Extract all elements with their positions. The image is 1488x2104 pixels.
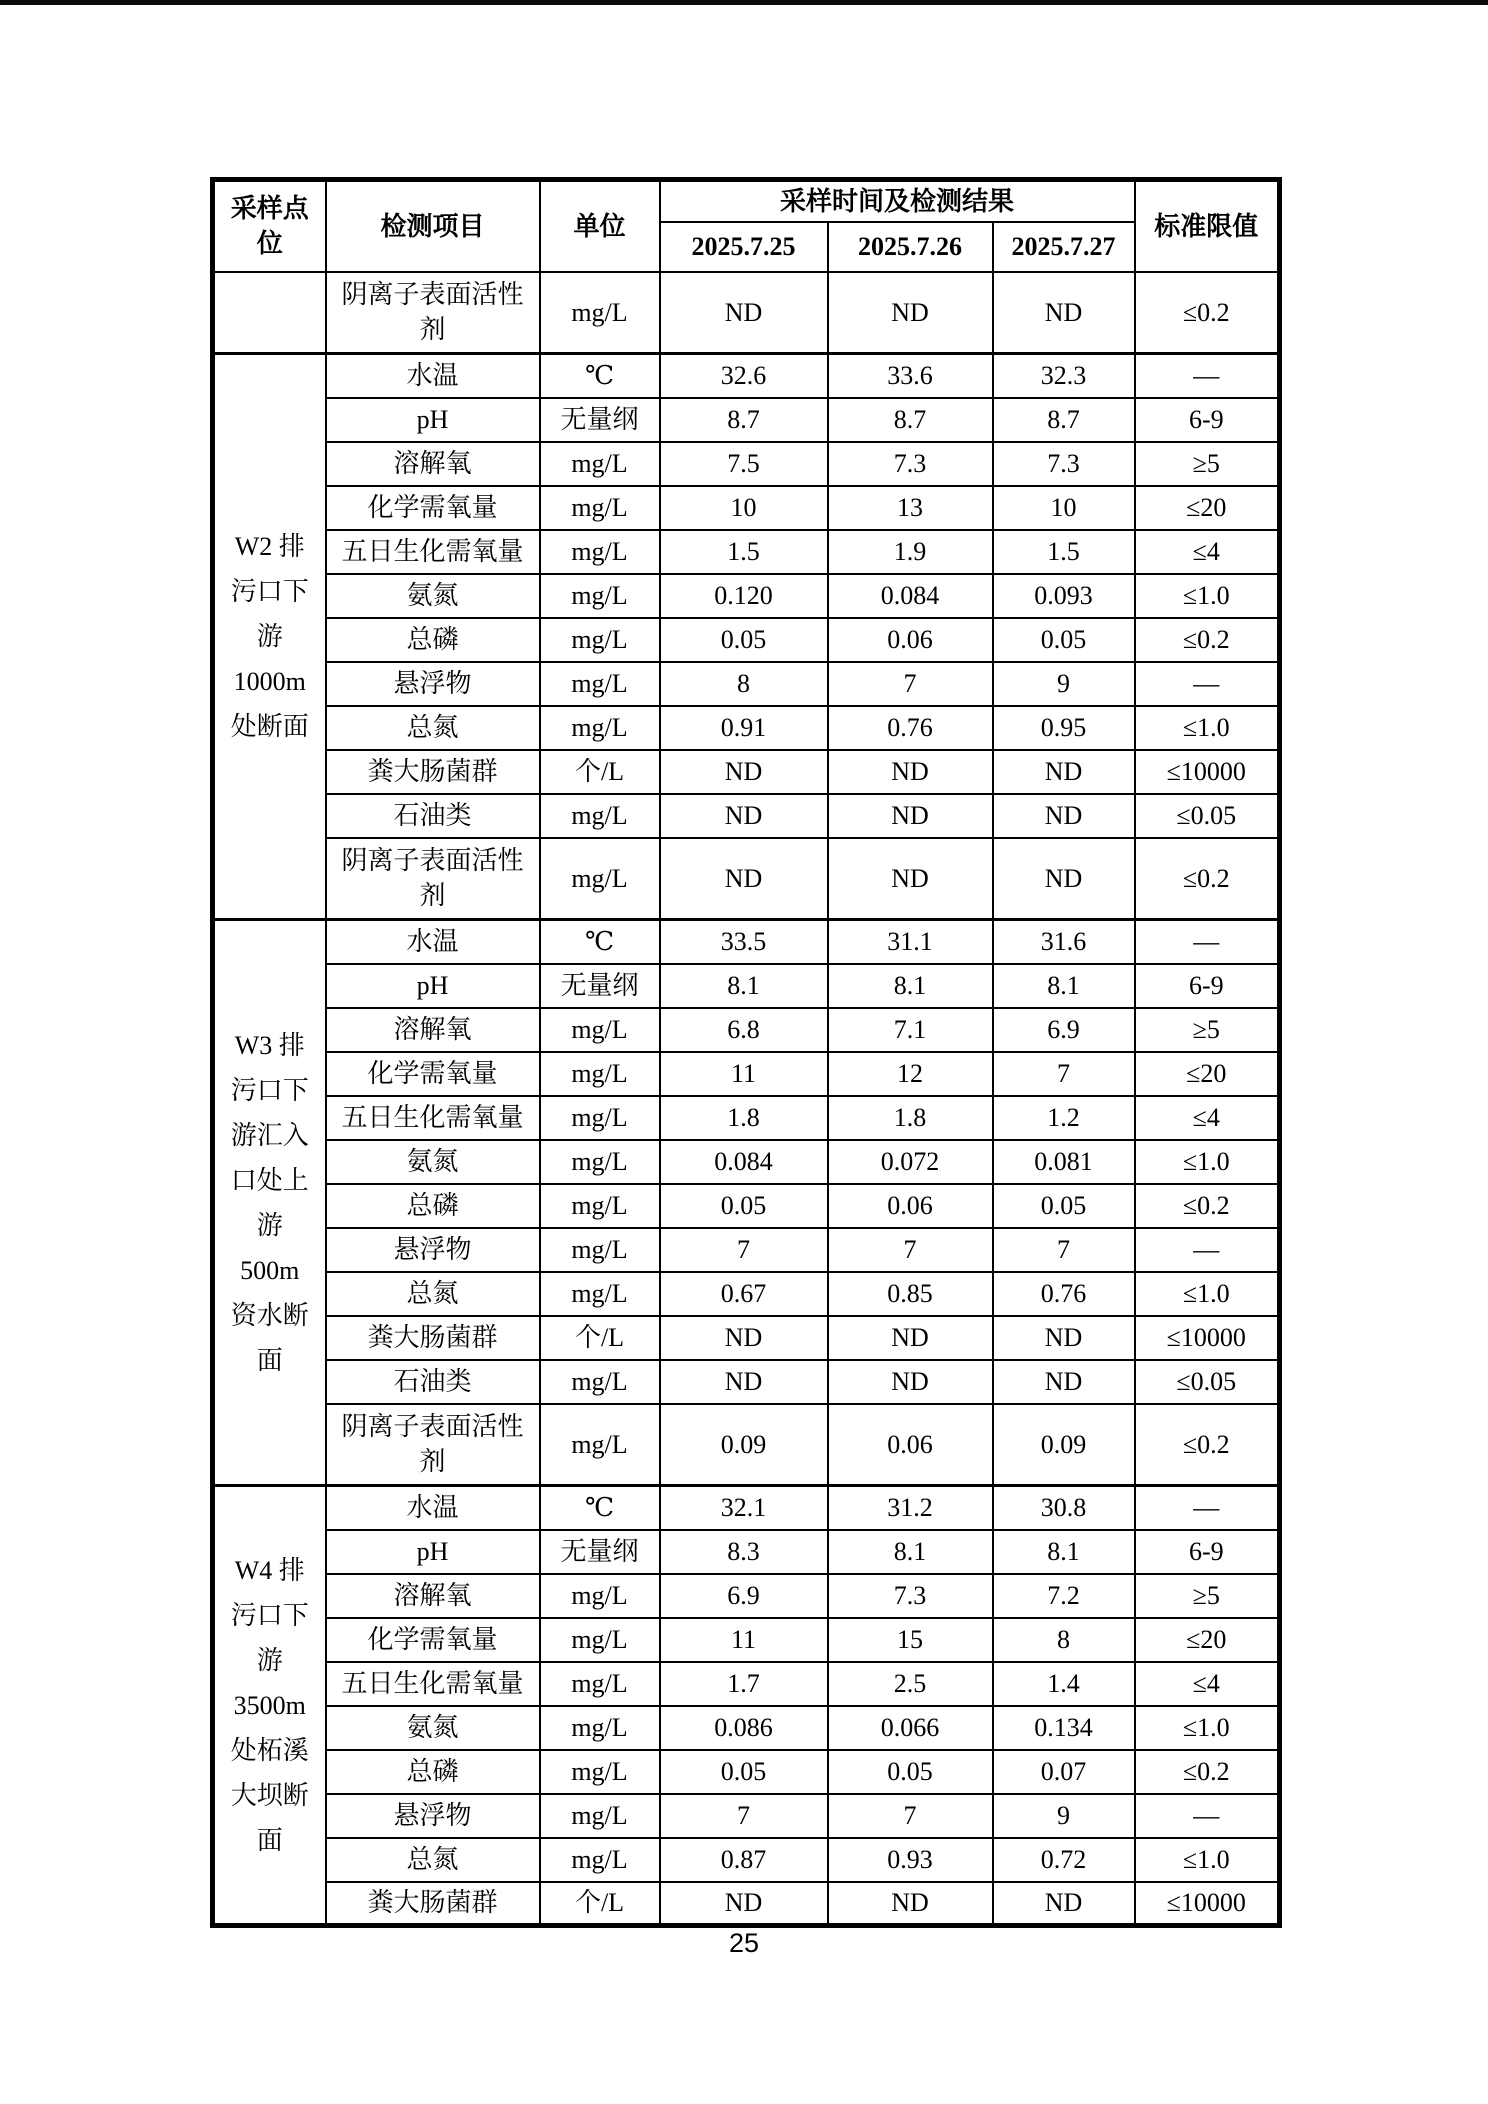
value-cell: 0.120 xyxy=(660,574,828,618)
item-cell: 五日生化需氧量 xyxy=(326,1096,540,1140)
item-cell: 石油类 xyxy=(326,1360,540,1404)
limit-cell: — xyxy=(1135,1486,1280,1530)
value-cell: 7.1 xyxy=(828,1008,993,1052)
value-cell: 2.5 xyxy=(828,1662,993,1706)
unit-cell: mg/L xyxy=(540,1404,660,1486)
item-cell: 总氮 xyxy=(326,706,540,750)
limit-cell: ≤20 xyxy=(1135,1618,1280,1662)
value-cell: 7.3 xyxy=(828,1574,993,1618)
monitoring-results-table xyxy=(210,177,1282,1928)
value-cell: 9 xyxy=(993,662,1135,706)
value-cell: 0.05 xyxy=(828,1750,993,1794)
limit-cell: ≤0.05 xyxy=(1135,794,1280,838)
table-row xyxy=(213,1184,1280,1228)
value-cell: 0.081 xyxy=(993,1140,1135,1184)
item-cell: 总磷 xyxy=(326,618,540,662)
value-cell: ND xyxy=(993,272,1135,354)
table-row xyxy=(213,1618,1280,1662)
unit-cell: mg/L xyxy=(540,1360,660,1404)
value-cell: ND xyxy=(660,838,828,920)
value-cell: 0.134 xyxy=(993,1706,1135,1750)
unit-cell: mg/L xyxy=(540,794,660,838)
unit-cell: mg/L xyxy=(540,1008,660,1052)
table-row xyxy=(213,398,1280,442)
limit-cell: ≤10000 xyxy=(1135,1882,1280,1926)
item-cell: 粪大肠菌群 xyxy=(326,1882,540,1926)
limit-cell: ≥5 xyxy=(1135,1008,1280,1052)
value-cell: 8 xyxy=(660,662,828,706)
value-cell: ND xyxy=(660,1316,828,1360)
limit-cell: ≤0.05 xyxy=(1135,1360,1280,1404)
value-cell: 0.05 xyxy=(660,618,828,662)
limit-cell: ≤0.2 xyxy=(1135,1184,1280,1228)
value-cell: 8.7 xyxy=(993,398,1135,442)
limit-cell: — xyxy=(1135,354,1280,398)
value-cell: 6.9 xyxy=(660,1574,828,1618)
table-row xyxy=(213,1838,1280,1882)
table-row xyxy=(213,1052,1280,1096)
item-cell: 总氮 xyxy=(326,1838,540,1882)
value-cell: 1.5 xyxy=(660,530,828,574)
sampling-point-cell-w3: W3 排污口下游汇入口处上游 500m 资水断面 xyxy=(213,920,326,1486)
value-cell: 15 xyxy=(828,1618,993,1662)
item-cell: 石油类 xyxy=(326,794,540,838)
item-cell: 化学需氧量 xyxy=(326,486,540,530)
table-row xyxy=(213,574,1280,618)
table-row xyxy=(213,794,1280,838)
value-cell: 0.084 xyxy=(828,574,993,618)
value-cell: 0.06 xyxy=(828,1184,993,1228)
value-cell: ND xyxy=(828,272,993,354)
value-cell: 10 xyxy=(660,486,828,530)
limit-cell: ≥5 xyxy=(1135,1574,1280,1618)
value-cell: 10 xyxy=(993,486,1135,530)
value-cell: ND xyxy=(660,750,828,794)
value-cell: 7 xyxy=(660,1794,828,1838)
unit-cell: mg/L xyxy=(540,1706,660,1750)
item-cell: 溶解氧 xyxy=(326,1008,540,1052)
limit-cell: ≤4 xyxy=(1135,530,1280,574)
table-row xyxy=(213,838,1280,920)
item-cell: 阴离子表面活性剂 xyxy=(326,838,540,920)
value-cell: 6.9 xyxy=(993,1008,1135,1052)
value-cell: 8.1 xyxy=(828,1530,993,1574)
unit-cell: ℃ xyxy=(540,920,660,964)
limit-cell: — xyxy=(1135,920,1280,964)
item-cell: 阴离子表面活性剂 xyxy=(326,1404,540,1486)
value-cell: 0.76 xyxy=(828,706,993,750)
table-row xyxy=(213,1486,1280,1530)
item-cell: 粪大肠菌群 xyxy=(326,750,540,794)
item-cell: 总氮 xyxy=(326,1272,540,1316)
unit-cell: mg/L xyxy=(540,618,660,662)
table-row xyxy=(213,272,1280,354)
table-header xyxy=(213,180,1280,272)
value-cell: 0.93 xyxy=(828,1838,993,1882)
table-row xyxy=(213,1316,1280,1360)
value-cell: 30.8 xyxy=(993,1486,1135,1530)
limit-cell: ≤1.0 xyxy=(1135,1838,1280,1882)
value-cell: 8.1 xyxy=(660,964,828,1008)
table-row xyxy=(213,706,1280,750)
header-date-1: 2025.7.25 xyxy=(660,222,828,272)
limit-cell: ≤20 xyxy=(1135,486,1280,530)
item-cell: 氨氮 xyxy=(326,1706,540,1750)
value-cell: ND xyxy=(828,750,993,794)
value-cell: 1.9 xyxy=(828,530,993,574)
value-cell: 8.1 xyxy=(828,964,993,1008)
value-cell: 33.6 xyxy=(828,354,993,398)
value-cell: 8.1 xyxy=(993,964,1135,1008)
unit-cell: 个/L xyxy=(540,1882,660,1926)
value-cell: 0.76 xyxy=(993,1272,1135,1316)
value-cell: 7 xyxy=(660,1228,828,1272)
table-row xyxy=(213,1140,1280,1184)
value-cell: ND xyxy=(660,1360,828,1404)
table-row xyxy=(213,1750,1280,1794)
value-cell: 11 xyxy=(660,1618,828,1662)
table-row xyxy=(213,1662,1280,1706)
value-cell: 12 xyxy=(828,1052,993,1096)
limit-cell: — xyxy=(1135,662,1280,706)
limit-cell: ≤10000 xyxy=(1135,1316,1280,1360)
value-cell: 7 xyxy=(828,1228,993,1272)
value-cell: ND xyxy=(993,750,1135,794)
value-cell: 7 xyxy=(828,1794,993,1838)
unit-cell: mg/L xyxy=(540,1794,660,1838)
unit-cell: 个/L xyxy=(540,1316,660,1360)
value-cell: 6.8 xyxy=(660,1008,828,1052)
value-cell: 8.3 xyxy=(660,1530,828,1574)
table-row xyxy=(213,920,1280,964)
value-cell: 0.05 xyxy=(660,1184,828,1228)
value-cell: 31.6 xyxy=(993,920,1135,964)
value-cell: 8.1 xyxy=(993,1530,1135,1574)
value-cell: ND xyxy=(993,838,1135,920)
limit-cell: ≤1.0 xyxy=(1135,1140,1280,1184)
limit-cell: ≤0.2 xyxy=(1135,1750,1280,1794)
value-cell: 32.1 xyxy=(660,1486,828,1530)
value-cell: 0.95 xyxy=(993,706,1135,750)
table-row xyxy=(213,1404,1280,1486)
value-cell: 0.87 xyxy=(660,1838,828,1882)
table-row xyxy=(213,1096,1280,1140)
value-cell: ND xyxy=(660,272,828,354)
item-cell: pH xyxy=(326,398,540,442)
value-cell: 31.2 xyxy=(828,1486,993,1530)
value-cell: ND xyxy=(828,1882,993,1926)
table-row xyxy=(213,1228,1280,1272)
value-cell: 7.5 xyxy=(660,442,828,486)
unit-cell: mg/L xyxy=(540,1228,660,1272)
value-cell: 7 xyxy=(993,1052,1135,1096)
limit-cell: — xyxy=(1135,1794,1280,1838)
value-cell: ND xyxy=(660,794,828,838)
value-cell: 11 xyxy=(660,1052,828,1096)
value-cell: 0.72 xyxy=(993,1838,1135,1882)
limit-cell: ≤10000 xyxy=(1135,750,1280,794)
value-cell: ND xyxy=(828,794,993,838)
item-cell: 溶解氧 xyxy=(326,1574,540,1618)
unit-cell: 无量纲 xyxy=(540,1530,660,1574)
limit-cell: ≤1.0 xyxy=(1135,1706,1280,1750)
value-cell: 8.7 xyxy=(660,398,828,442)
item-cell: 溶解氧 xyxy=(326,442,540,486)
value-cell: 1.4 xyxy=(993,1662,1135,1706)
value-cell: 0.06 xyxy=(828,618,993,662)
value-cell: ND xyxy=(828,1360,993,1404)
table-row xyxy=(213,662,1280,706)
unit-cell: mg/L xyxy=(540,530,660,574)
unit-cell: 个/L xyxy=(540,750,660,794)
unit-cell: mg/L xyxy=(540,486,660,530)
item-cell: 水温 xyxy=(326,354,540,398)
limit-cell: ≤4 xyxy=(1135,1096,1280,1140)
unit-cell: mg/L xyxy=(540,1618,660,1662)
unit-cell: mg/L xyxy=(540,574,660,618)
table-row xyxy=(213,354,1280,398)
value-cell: 32.6 xyxy=(660,354,828,398)
header-sampling-point: 采样点位 xyxy=(213,180,326,272)
table-row xyxy=(213,486,1280,530)
value-cell: 0.05 xyxy=(993,618,1135,662)
value-cell: 8 xyxy=(993,1618,1135,1662)
item-cell: 悬浮物 xyxy=(326,1794,540,1838)
value-cell: 0.85 xyxy=(828,1272,993,1316)
value-cell: 7 xyxy=(993,1228,1135,1272)
limit-cell: ≤20 xyxy=(1135,1052,1280,1096)
value-cell: ND xyxy=(993,1316,1135,1360)
table-row xyxy=(213,1574,1280,1618)
value-cell: 7 xyxy=(828,662,993,706)
unit-cell: mg/L xyxy=(540,662,660,706)
value-cell: 7.2 xyxy=(993,1574,1135,1618)
header-limit: 标准限值 xyxy=(1135,180,1280,272)
value-cell: ND xyxy=(993,794,1135,838)
item-cell: 总磷 xyxy=(326,1184,540,1228)
value-cell: 0.093 xyxy=(993,574,1135,618)
table-row xyxy=(213,1272,1280,1316)
item-cell: 氨氮 xyxy=(326,574,540,618)
scan-artifact-top-edge xyxy=(0,0,1488,5)
table-row xyxy=(213,618,1280,662)
limit-cell: ≥5 xyxy=(1135,442,1280,486)
value-cell: 0.67 xyxy=(660,1272,828,1316)
limit-cell: 6-9 xyxy=(1135,1530,1280,1574)
limit-cell: ≤1.0 xyxy=(1135,1272,1280,1316)
value-cell: ND xyxy=(828,838,993,920)
header-unit: 单位 xyxy=(540,180,660,272)
value-cell: ND xyxy=(993,1360,1135,1404)
header-test-item: 检测项目 xyxy=(326,180,540,272)
limit-cell: ≤4 xyxy=(1135,1662,1280,1706)
item-cell: 五日生化需氧量 xyxy=(326,1662,540,1706)
page-number: 25 xyxy=(728,1928,760,1958)
item-cell: 氨氮 xyxy=(326,1140,540,1184)
limit-cell: ≤0.2 xyxy=(1135,1404,1280,1486)
value-cell: 0.066 xyxy=(828,1706,993,1750)
value-cell: 7.3 xyxy=(828,442,993,486)
table-row xyxy=(213,1530,1280,1574)
value-cell: 1.7 xyxy=(660,1662,828,1706)
value-cell: 1.8 xyxy=(828,1096,993,1140)
value-cell: 31.1 xyxy=(828,920,993,964)
item-cell: pH xyxy=(326,1530,540,1574)
table-row xyxy=(213,442,1280,486)
unit-cell: mg/L xyxy=(540,1272,660,1316)
value-cell: 0.084 xyxy=(660,1140,828,1184)
value-cell: 0.086 xyxy=(660,1706,828,1750)
item-cell: pH xyxy=(326,964,540,1008)
value-cell: ND xyxy=(828,1316,993,1360)
value-cell: 13 xyxy=(828,486,993,530)
table-row xyxy=(213,1360,1280,1404)
sampling-point-cell-w4: W4 排污口下游 3500m 处柘溪大坝断面 xyxy=(213,1486,326,1926)
item-cell: 化学需氧量 xyxy=(326,1618,540,1662)
value-cell: 0.07 xyxy=(993,1750,1135,1794)
item-cell: 水温 xyxy=(326,920,540,964)
sampling-point-cell-w2: W2 排污口下游 1000m 处断面 xyxy=(213,354,326,920)
value-cell: 0.072 xyxy=(828,1140,993,1184)
unit-cell: mg/L xyxy=(540,1574,660,1618)
unit-cell: mg/L xyxy=(540,706,660,750)
value-cell: 0.06 xyxy=(828,1404,993,1486)
limit-cell: 6-9 xyxy=(1135,398,1280,442)
value-cell: 1.5 xyxy=(993,530,1135,574)
limit-cell: ≤1.0 xyxy=(1135,574,1280,618)
value-cell: 9 xyxy=(993,1794,1135,1838)
unit-cell: ℃ xyxy=(540,1486,660,1530)
value-cell: 1.2 xyxy=(993,1096,1135,1140)
item-cell: 阴离子表面活性剂 xyxy=(326,272,540,354)
value-cell: 7.3 xyxy=(993,442,1135,486)
value-cell: 0.05 xyxy=(660,1750,828,1794)
value-cell: ND xyxy=(993,1882,1135,1926)
limit-cell: ≤1.0 xyxy=(1135,706,1280,750)
item-cell: 粪大肠菌群 xyxy=(326,1316,540,1360)
limit-cell: ≤0.2 xyxy=(1135,838,1280,920)
value-cell: 32.3 xyxy=(993,354,1135,398)
unit-cell: mg/L xyxy=(540,1052,660,1096)
table-row xyxy=(213,1706,1280,1750)
value-cell: 33.5 xyxy=(660,920,828,964)
value-cell: 0.91 xyxy=(660,706,828,750)
item-cell: 水温 xyxy=(326,1486,540,1530)
header-date-2: 2025.7.26 xyxy=(828,222,993,272)
limit-cell: ≤0.2 xyxy=(1135,272,1280,354)
limit-cell: ≤0.2 xyxy=(1135,618,1280,662)
item-cell: 悬浮物 xyxy=(326,662,540,706)
value-cell: 8.7 xyxy=(828,398,993,442)
unit-cell: mg/L xyxy=(540,838,660,920)
table-row xyxy=(213,750,1280,794)
unit-cell: mg/L xyxy=(540,1184,660,1228)
value-cell: 0.05 xyxy=(993,1184,1135,1228)
value-cell: 0.09 xyxy=(660,1404,828,1486)
table-row xyxy=(213,964,1280,1008)
unit-cell: mg/L xyxy=(540,1662,660,1706)
limit-cell: — xyxy=(1135,1228,1280,1272)
item-cell: 总磷 xyxy=(326,1750,540,1794)
value-cell: 0.09 xyxy=(993,1404,1135,1486)
unit-cell: 无量纲 xyxy=(540,964,660,1008)
unit-cell: mg/L xyxy=(540,1096,660,1140)
item-cell: 化学需氧量 xyxy=(326,1052,540,1096)
unit-cell: mg/L xyxy=(540,442,660,486)
header-row-1 xyxy=(213,180,1280,222)
header-results-group: 采样时间及检测结果 xyxy=(660,180,1135,222)
unit-cell: mg/L xyxy=(540,1750,660,1794)
unit-cell: ℃ xyxy=(540,354,660,398)
unit-cell: mg/L xyxy=(540,272,660,354)
value-cell: ND xyxy=(660,1882,828,1926)
unit-cell: 无量纲 xyxy=(540,398,660,442)
table-row xyxy=(213,1008,1280,1052)
item-cell: 悬浮物 xyxy=(326,1228,540,1272)
table-row xyxy=(213,1882,1280,1926)
unit-cell: mg/L xyxy=(540,1838,660,1882)
header-date-3: 2025.7.27 xyxy=(993,222,1135,272)
table-row xyxy=(213,1794,1280,1838)
value-cell: 1.8 xyxy=(660,1096,828,1140)
table-row xyxy=(213,530,1280,574)
item-cell: 五日生化需氧量 xyxy=(326,530,540,574)
unit-cell: mg/L xyxy=(540,1140,660,1184)
sampling-point-cell-empty xyxy=(213,272,326,354)
limit-cell: 6-9 xyxy=(1135,964,1280,1008)
